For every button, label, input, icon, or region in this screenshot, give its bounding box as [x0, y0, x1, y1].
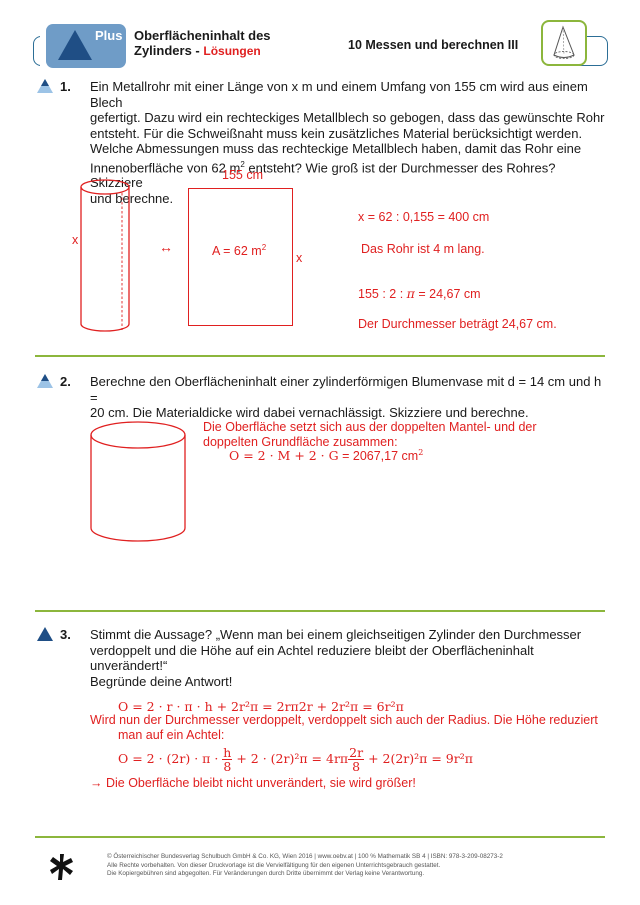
publisher-logo-icon [48, 853, 76, 881]
task3-number: 3. [60, 627, 71, 642]
rect-width-label: 155 cm [222, 168, 263, 182]
logo-label: Plus [95, 28, 123, 43]
task2-number: 2. [60, 374, 71, 389]
task1-solution-length-m: Das Rohr ist 4 m lang. [361, 242, 485, 256]
pipe-cylinder-sketch [80, 178, 140, 333]
task3-text: Stimmt die Aussage? „Wenn man bei einem gleichseitigen Zylinder den Durchmesser verdoppelt und die Höhe auf ein Achtel reduziere bleibt der Oberflächeninhalt unverändert!“ Begründe deine Antwort! [90, 627, 582, 689]
plus-logo [46, 24, 126, 68]
task3-formula-changed: O = 2 · (2r) · π · $\frac{h}{8}$ + 2 · (2r)²π = 4rπ $\frac{2r}{8}$ + 2(2r)²π = 9r²π [118, 745, 473, 774]
level-3-icon [37, 627, 53, 641]
section-divider [35, 836, 605, 838]
logo-triangle-icon [58, 30, 92, 60]
task1-solution-length: x = 62 : 0,155 = 400 cm [358, 210, 490, 224]
worksheet-title [134, 28, 271, 59]
task1-text: Ein Metallrohr mit einer Länge von x m und einem Umfang von 155 cm wird aus einem Blech gefertigt. Dazu wird ein rechteckiges Metallblech so gebogen, dass das gewünschte Rohr entsteht. Für die Schweißnaht muss kein zusätzliches Material berücksichtigt werden. Welche Abmessungen muss das rechteckige Metallblech haben, damit das Rohr eine Innenoberfläche von 62 $m^2$ entsteht? Wie groß ist der Durchmesser des Rohres? Skizziere und berechne. [90, 79, 605, 206]
cylinder-length-label: x [72, 233, 79, 247]
task1-solution-diameter: 155 : 2 : π = 24,67 cm [358, 286, 481, 301]
section-divider [35, 610, 605, 612]
task1-solution-answer: Der Durchmesser beträgt 24,67 cm. [358, 317, 557, 331]
section-divider [35, 355, 605, 357]
task3-formula-original: O = 2 · r · π · h + 2r²π = 2rπ2r + 2r²π = 6r²π [118, 699, 404, 714]
vase-cylinder-sketch [88, 420, 188, 545]
solutions-badge: Lösungen [203, 44, 261, 58]
task3-explanation: Wird nun der Durchmesser verdoppelt, verdoppelt sich auch der Radius. Die Höhe reduziert man auf ein Achtel: [90, 713, 598, 742]
cone-icon [541, 20, 587, 66]
task2-solution-text: Die Oberfläche setzt sich aus der doppelten Mantel- und der doppelten Grundfläche zusammen: [203, 420, 537, 449]
title-line1: Oberflächeninhalt des [134, 28, 271, 43]
task1-number: 1. [60, 79, 71, 94]
chapter-title: 10 Messen und berechnen III [348, 38, 519, 52]
task3-conclusion: → Die Oberfläche bleibt nicht unverändert, sie wird größer! [90, 776, 416, 790]
copyright-footer: © Österreichischer Bundesverlag Schulbuch GmbH & Co. KG, Wien 2016 | www.oebv.at | 100 % Mathematik SB 4 | ISBN: 978-3-209-08273-2 Alle Rechte vorbehalten. Von dieser Druckvorlage ist die Vervielfältigung für den eigenen Unterrichtsgebrauch gestattet. Die Kopiergebühren sind abgegolten. Für Veränderungen durch Dritte übernimmt der Verlag keine Verantwortung. [107, 853, 503, 877]
task2-formula: O = 2 · M + 2 · G = 2067,17 $cm^2$ [229, 448, 424, 464]
level-1-icon [37, 79, 53, 93]
level-2-icon [37, 374, 53, 388]
task2-text: Berechne den Oberflächeninhalt einer zylinderförmigen Blumenvase mit d = 14 cm und h = 20 cm. Die Materialdicke wird dabei vernachlässigt. Skizziere und berechne. [90, 374, 602, 420]
rect-height-label: x [296, 251, 303, 265]
title-line2: Zylinders - [134, 43, 200, 58]
unroll-arrow-icon: ↔ [159, 239, 173, 255]
rect-area-label: A = 62 $m^2$ [212, 243, 267, 259]
